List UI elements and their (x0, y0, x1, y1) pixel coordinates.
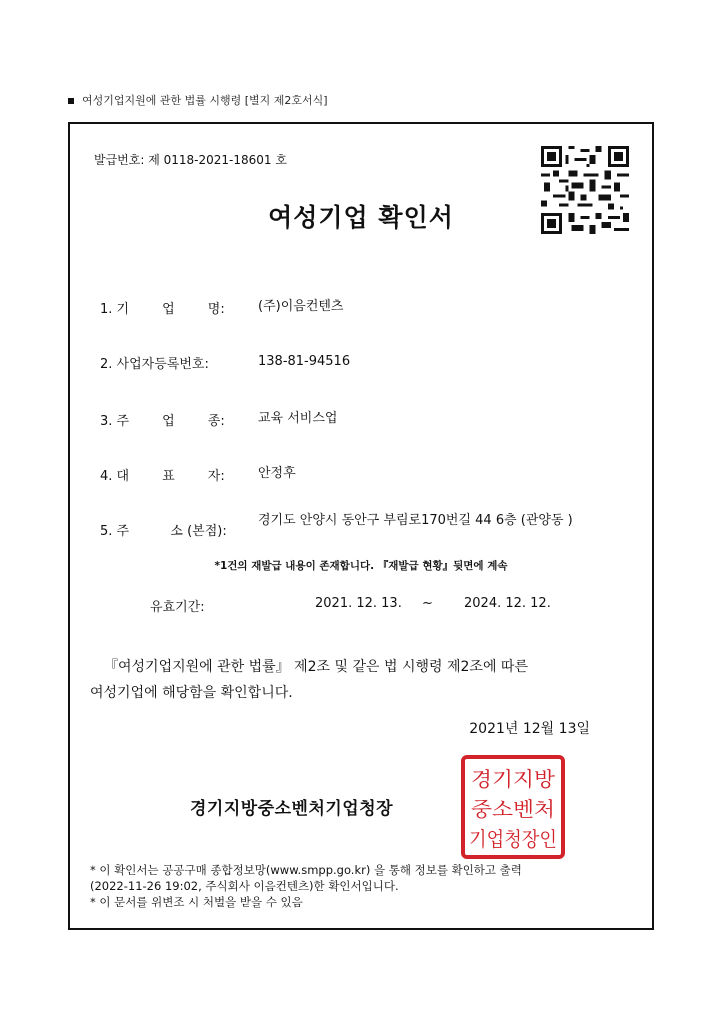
field-label: 1. 기 업 명: (100, 302, 225, 317)
issue-number: 발급번호: 제 0118-2021-18601 호 (94, 153, 287, 167)
svg-text:경기지방: 경기지방 (471, 767, 556, 791)
issue-date: 2021년 12월 13일 (469, 721, 590, 737)
field-label: 4. 대 표 자: (100, 469, 225, 484)
validity-start: 2021. 12. 13. (315, 596, 402, 611)
confirmation-line: 여성기업에 해당함을 확인합니다. (90, 685, 293, 701)
validity-end: 2024. 12. 12. (464, 596, 551, 611)
confirmation-statement (90, 654, 528, 706)
official-seal-icon (460, 754, 566, 860)
document-title: 여성기업 확인서 (268, 203, 454, 232)
note-line: * 이 문서를 위변조 시 처벌을 받을 수 있음 (90, 895, 303, 909)
footer-notes (90, 862, 522, 910)
form-reference-text: 여성기업지원에 관한 법률 시행령 [별지 제2호서식] (82, 94, 328, 107)
validity-label: 유효기간: (150, 600, 205, 615)
form-reference (68, 92, 328, 108)
issuer-name: 경기지방중소벤처기업청장 (190, 799, 394, 819)
svg-text:기업청장인: 기업청장인 (469, 827, 557, 851)
field-value: 안정후 (258, 466, 296, 481)
note-line: (2022-11-26 19:02, 주식회사 이음컨텐츠)한 확인서입니다. (90, 879, 399, 893)
field-label: 3. 주 업 종: (100, 414, 225, 429)
field-label: 2. 사업자등록번호: (100, 357, 209, 372)
field-value: 138-81-94516 (258, 354, 351, 369)
certificate-frame (68, 122, 654, 930)
note-line: * 이 확인서는 공공구매 종합정보망(www.smpp.go.kr) 을 통해 정보를 확인하고 출력 (90, 863, 522, 877)
field-label: 5. 주 소 (본점): (100, 524, 227, 539)
validity-separator: ~ (422, 596, 433, 611)
svg-text:중소벤처: 중소벤처 (471, 797, 555, 821)
confirmation-line: 『여성기업지원에 관한 법률』 제2조 및 같은 법 시행령 제2조에 따른 (104, 659, 528, 675)
field-value: 교육 서비스업 (258, 411, 338, 426)
reissue-notice: *1건의 재발급 내용이 존재합니다. 『재발급 현황』뒷면에 계속 (214, 560, 508, 572)
field-value: (주)이음컨텐츠 (258, 299, 344, 314)
field-value: 경기도 안양시 동안구 부림로170번길 44 6층 (관양동 ) (258, 513, 573, 528)
square-bullet-icon (68, 98, 74, 104)
